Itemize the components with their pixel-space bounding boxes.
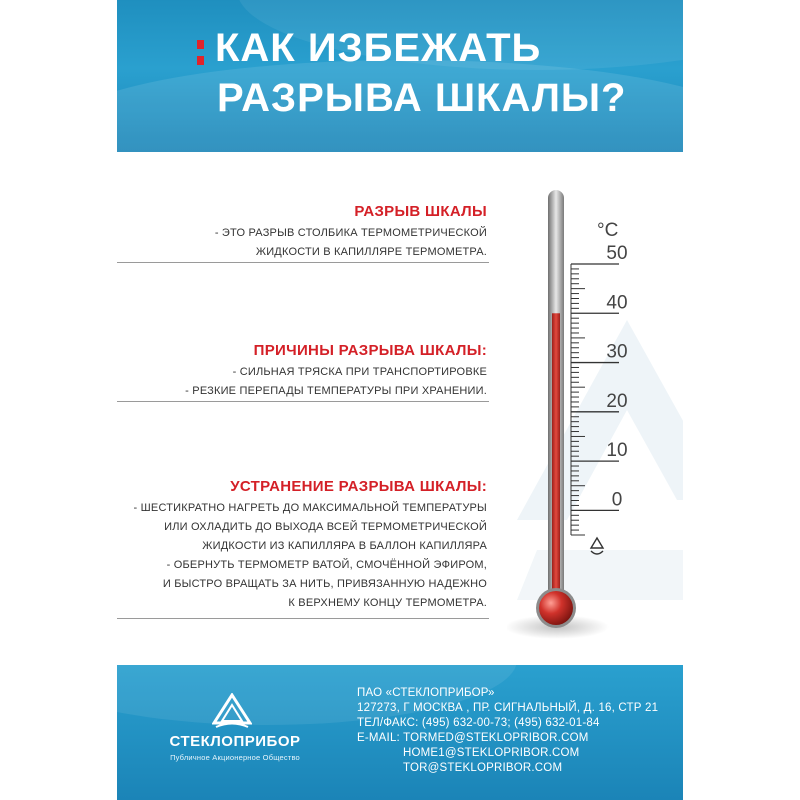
contact-email[interactable]: E-MAIL: TORMED@STEKLOPRIBOR.COM [357, 732, 589, 744]
section-line: - ШЕСТИКРАТНО НАГРЕТЬ ДО МАКСИМАЛЬНОЙ ТЕМПЕРАТУРЫ [133, 502, 487, 514]
contact-block [357, 686, 677, 776]
contact-email[interactable]: TOR@STEKLOPRIBOR.COM [403, 762, 563, 774]
title-line-1: КАК ИЗБЕЖАТЬ [215, 26, 542, 70]
section-line: - ЭТО РАЗРЫВ СТОЛБИКА ТЕРМОМЕТРИЧЕСКОЙ [214, 227, 487, 239]
section-heading: УСТРАНЕНИЕ РАЗРЫВА ШКАЛЫ: [230, 478, 487, 495]
section-line: ЖИДКОСТИ В КАПИЛЛЯРЕ ТЕРМОМЕТРА. [255, 246, 487, 258]
section-line: ЖИДКОСТИ ИЗ КАПИЛЛЯРА В БАЛЛОН КАПИЛЛЯРА [202, 540, 487, 552]
section-line: - СИЛЬНАЯ ТРЯСКА ПРИ ТРАНСПОРТИРОВКЕ [232, 366, 487, 378]
company-name: СТЕКЛОПРИБОР [169, 733, 301, 750]
section-line: К ВЕРХНЕМУ КОНЦУ ТЕРМОМЕТРА. [288, 597, 487, 609]
scale-label: 20 [606, 390, 628, 412]
section-line: И БЫСТРО ВРАЩАТЬ ЗА НИТЬ, ПРИВЯЗАННУЮ НАДЕЖНО [162, 578, 487, 590]
contact-line: 127273, Г МОСКВА , ПР. СИГНАЛЬНЫЙ, Д. 16, СТР 21 [357, 702, 659, 714]
section-line: ИЛИ ОХЛАДИТЬ ДО ВЫХОДА ВСЕЙ ТЕРМОМЕТРИЧЕСКОЙ [164, 521, 487, 533]
section-causes [117, 342, 489, 401]
contact-line: ПАО «СТЕКЛОПРИБОР» [357, 687, 495, 699]
scale-label: 30 [606, 341, 628, 363]
section-fix [117, 478, 489, 613]
title-line-2: РАЗРЫВА ШКАЛЫ? [217, 76, 627, 120]
scale-label: 10 [606, 440, 628, 462]
thermometer-bulb [539, 591, 573, 625]
company-logo-icon [212, 693, 252, 729]
divider [117, 262, 489, 263]
scale-label: 50 [606, 243, 628, 264]
scale-label: 0 [611, 489, 623, 511]
section-line: - РЕЗКИЕ ПЕРЕПАДЫ ТЕМПЕРАТУРЫ ПРИ ХРАНЕНИИ. [185, 385, 487, 397]
unit-label: °С [597, 220, 619, 241]
section-heading: РАЗРЫВ ШКАЛЫ [354, 203, 487, 220]
footer [117, 665, 683, 800]
thermometer-liquid [552, 313, 560, 600]
header-banner [117, 0, 683, 152]
section-line: - ОБЕРНУТЬ ТЕРМОМЕТР ВАТОЙ, СМОЧЁННОЙ ЭФИРОМ, [166, 559, 487, 571]
scale-label: 40 [606, 292, 628, 314]
logo-mark-icon [591, 538, 603, 548]
title-colon-mark [197, 38, 204, 68]
divider [117, 401, 489, 402]
logo-mark-icon-base [591, 551, 603, 554]
thermometer [507, 180, 647, 650]
scale-labels [606, 243, 627, 510]
contact-email[interactable]: HOME1@STEKLOPRIBOR.COM [403, 747, 580, 759]
contact-line: ТЕЛ/ФАКС: (495) 632-00-73; (495) 632-01-84 [357, 717, 600, 729]
section-heading: ПРИЧИНЫ РАЗРЫВА ШКАЛЫ: [253, 342, 487, 359]
section-definition [117, 203, 489, 262]
company-subtitle: Публичное Акционерное Общество [170, 753, 300, 762]
poster [117, 0, 683, 800]
divider [117, 618, 489, 619]
